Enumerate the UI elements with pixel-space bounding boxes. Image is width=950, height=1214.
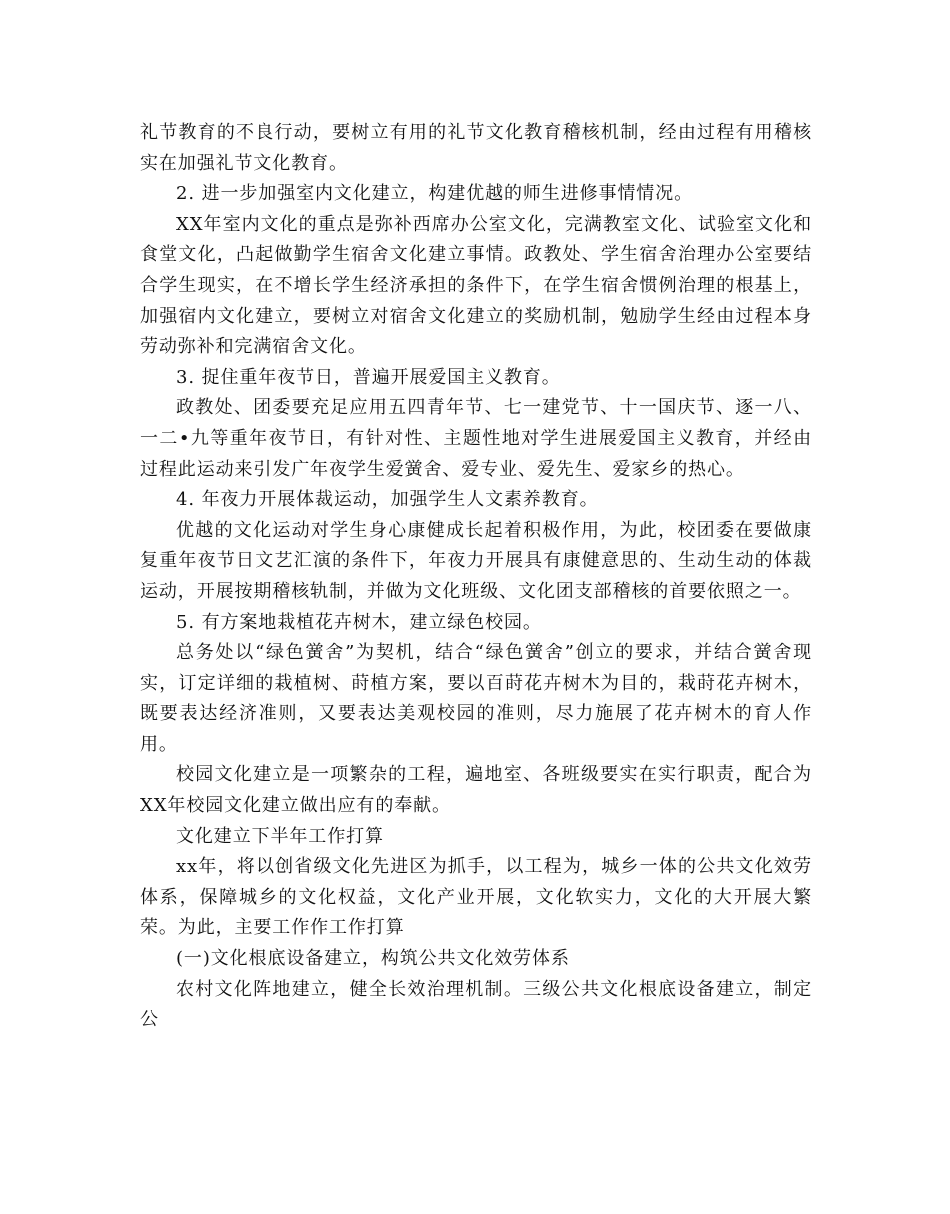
section-heading: 文化建立下半年工作打算 bbox=[176, 825, 384, 847]
paragraph-12: xx年，将以创省级文化先进区为抓手，以工程为，城乡一体的公共文化效劳体系，保障城乡的文化权益，文化产业开展，文化软实力，文化的大开展大繁荣。为此，主要工作作工作打算 bbox=[140, 856, 812, 939]
subsection-heading: (一)文化根底设备建立，构筑公共文化效劳体系 bbox=[176, 948, 570, 970]
paragraph-9: 总务处以“绿色黉舍”为契机，结合“绿色黉舍”创立的要求，并结合黉舍现实，订定详细的栽植树、莳植方案，要以百莳花卉树木为目的，栽莳花卉树木，既要表达经济准则，又要表达美观校园的准则，尽力施展了花卉树木的育人作用。 bbox=[140, 642, 812, 755]
paragraph-2: 2. 进一步加强室内文化建立，构建优越的师生进修事情情况。 bbox=[176, 183, 693, 205]
paragraph-1: 礼节教育的不良行动，要树立有用的礼节文化教育稽核机制，经由过程有用稽核实在加强礼节文化教育。 bbox=[140, 122, 812, 174]
paragraph-8: 5. 有方案地栽植花卉树木，建立绿色校园。 bbox=[176, 611, 542, 633]
paragraph-5: 政教处、团委要充足应用五四青年节、七一建党节、十一国庆节、逐一八、一二•九等重年夜节日，有针对性、主题性地对学生进展爱国主义教育，并经由过程此运动来引发广年夜学生爱黉舍、爱专业、爱先生、爱家乡的热心。 bbox=[140, 397, 812, 480]
document-body bbox=[140, 118, 812, 1036]
paragraph-14: 农村文化阵地建立，健全长效治理机制。三级公共文化根底设备建立，制定公 bbox=[140, 978, 812, 1031]
paragraph-6: 4. 年夜力开展体裁运动，加强学生人文素养教育。 bbox=[176, 489, 599, 511]
paragraph-7: 优越的文化运动对学生身心康健成长起着积极作用，为此，校团委在要做康复重年夜节日文艺汇演的条件下，年夜力开展具有康健意思的、生动生动的体裁运动，开展按期稽核轨制，并做为文化班级、文化团支部稽核的首要依照之一。 bbox=[140, 519, 812, 602]
paragraph-4: 3. 捉住重年夜节日，普遍开展爱国主义教育。 bbox=[176, 366, 561, 388]
paragraph-10: 校园文化建立是一项繁杂的工程，遍地室、各班级要实在实行职责，配合为XX年校园文化建立做出应有的奉献。 bbox=[140, 764, 812, 817]
paragraph-3: XX年室内文化的重点是弥补西席办公室文化，完满教室文化、试验室文化和食堂文化，凸起做勤学生宿舍文化建立事情。政教处、学生宿舍治理办公室要结合学生现实，在不增长学生经济承担的条件下，在学生宿舍惯例治理的根基上，加强宿内文化建立，要树立对宿舍文化建立的奖励机制，勉励学生经由过程本身劳动弥补和完满宿舍文化。 bbox=[140, 213, 812, 358]
